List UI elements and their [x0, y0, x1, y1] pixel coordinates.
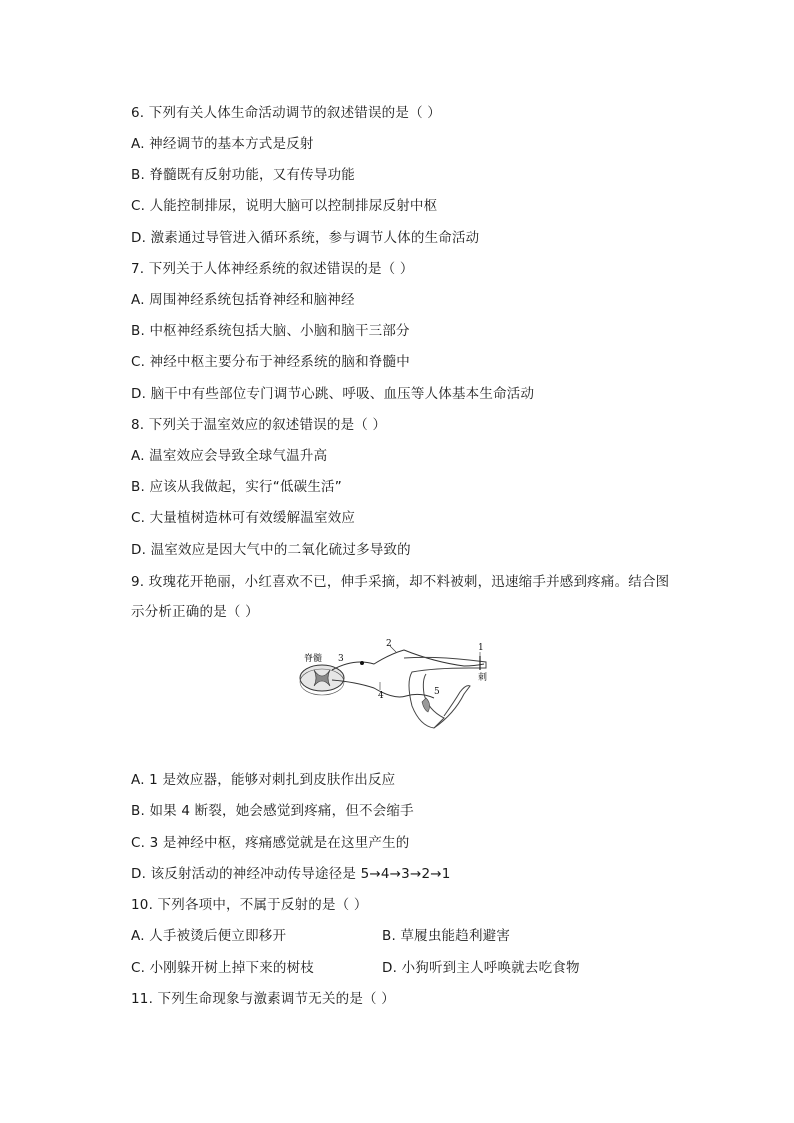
- ganglion-dot: [360, 661, 364, 665]
- question-9-option-c: C. 3 是神经中枢，疼痛感觉就是在这里产生的: [131, 835, 410, 851]
- label-4: 4: [378, 691, 384, 701]
- question-9-option-d: D. 该反射活动的神经冲动传导途径是 5→4→3→2→1: [131, 866, 451, 882]
- label-3: 3: [338, 654, 344, 664]
- question-10-stem: 10. 下列各项中，不属于反射的是（ ）: [131, 897, 368, 913]
- label-2: 2: [386, 639, 392, 649]
- question-7-stem: 7. 下列关于人体神经系统的叙述错误的是（ ）: [131, 261, 414, 277]
- question-7-option-d: D. 脑干中有些部位专门调节心跳、呼吸、血压等人体基本生命活动: [131, 386, 535, 402]
- question-9-option-b: B. 如果 4 断裂，她会感觉到疼痛，但不会缩手: [131, 803, 414, 819]
- question-10-option-b: B. 草履虫能趋利避害: [382, 928, 511, 944]
- label-thorn: 刺: [478, 673, 488, 683]
- question-6-stem: 6. 下列有关人体生命活动调节的叙述错误的是（ ）: [131, 105, 441, 121]
- question-8-option-b: B. 应该从我做起，实行“低碳生活”: [131, 479, 342, 495]
- question-8-option-d: D. 温室效应是因大气中的二氧化硫过多导致的: [131, 542, 411, 558]
- question-9-stem-line1: 9. 玫瑰花开艳丽，小红喜欢不已，伸手采摘，却不料被刺，迅速缩手并感到疼痛。结合图: [131, 574, 670, 590]
- sensory-nerve-path: [332, 650, 484, 670]
- question-10-option-d: D. 小狗听到主人呼唤就去吃食物: [382, 960, 580, 976]
- label-5: 5: [434, 687, 440, 697]
- muscle-shape: [422, 698, 430, 712]
- question-6-option-c: C. 人能控制排尿，说明大脑可以控制排尿反射中枢: [131, 198, 438, 214]
- reflex-arc-diagram: [294, 636, 494, 736]
- question-8-stem: 8. 下列关于温室效应的叙述错误的是（ ）: [131, 417, 387, 433]
- question-9-option-a: A. 1 是效应器，能够对刺扎到皮肤作出反应: [131, 772, 396, 788]
- question-11-stem: 11. 下列生命现象与激素调节无关的是（ ）: [131, 991, 395, 1007]
- question-7-option-a: A. 周围神经系统包括脊神经和脑神经: [131, 292, 355, 308]
- question-7-option-c: C. 神经中枢主要分布于神经系统的脑和脊髓中: [131, 354, 410, 370]
- reflex-arc-figure: [294, 636, 494, 736]
- question-8-option-c: C. 大量植树造林可有效缓解温室效应: [131, 510, 356, 526]
- question-6-option-b: B. 脊髓既有反射功能，又有传导功能: [131, 167, 355, 183]
- label-1: 1: [478, 643, 484, 653]
- question-10-option-c: C. 小刚躲开树上掉下来的树枝: [131, 960, 315, 976]
- label-spinal-cord: 脊髓: [304, 654, 323, 664]
- question-7-option-b: B. 中枢神经系统包括大脑、小脑和脑干三部分: [131, 323, 410, 339]
- arm-outline: [404, 657, 486, 728]
- question-8-option-a: A. 温室效应会导致全球气温升高: [131, 448, 328, 464]
- question-6-option-a: A. 神经调节的基本方式是反射: [131, 136, 314, 152]
- question-9-stem-line2: 示分析正确的是（ ）: [131, 604, 259, 620]
- question-6-option-d: D. 激素通过导管进入循环系统，参与调节人体的生命活动: [131, 230, 480, 246]
- question-10-option-a: A. 人手被烫后便立即移开: [131, 928, 287, 944]
